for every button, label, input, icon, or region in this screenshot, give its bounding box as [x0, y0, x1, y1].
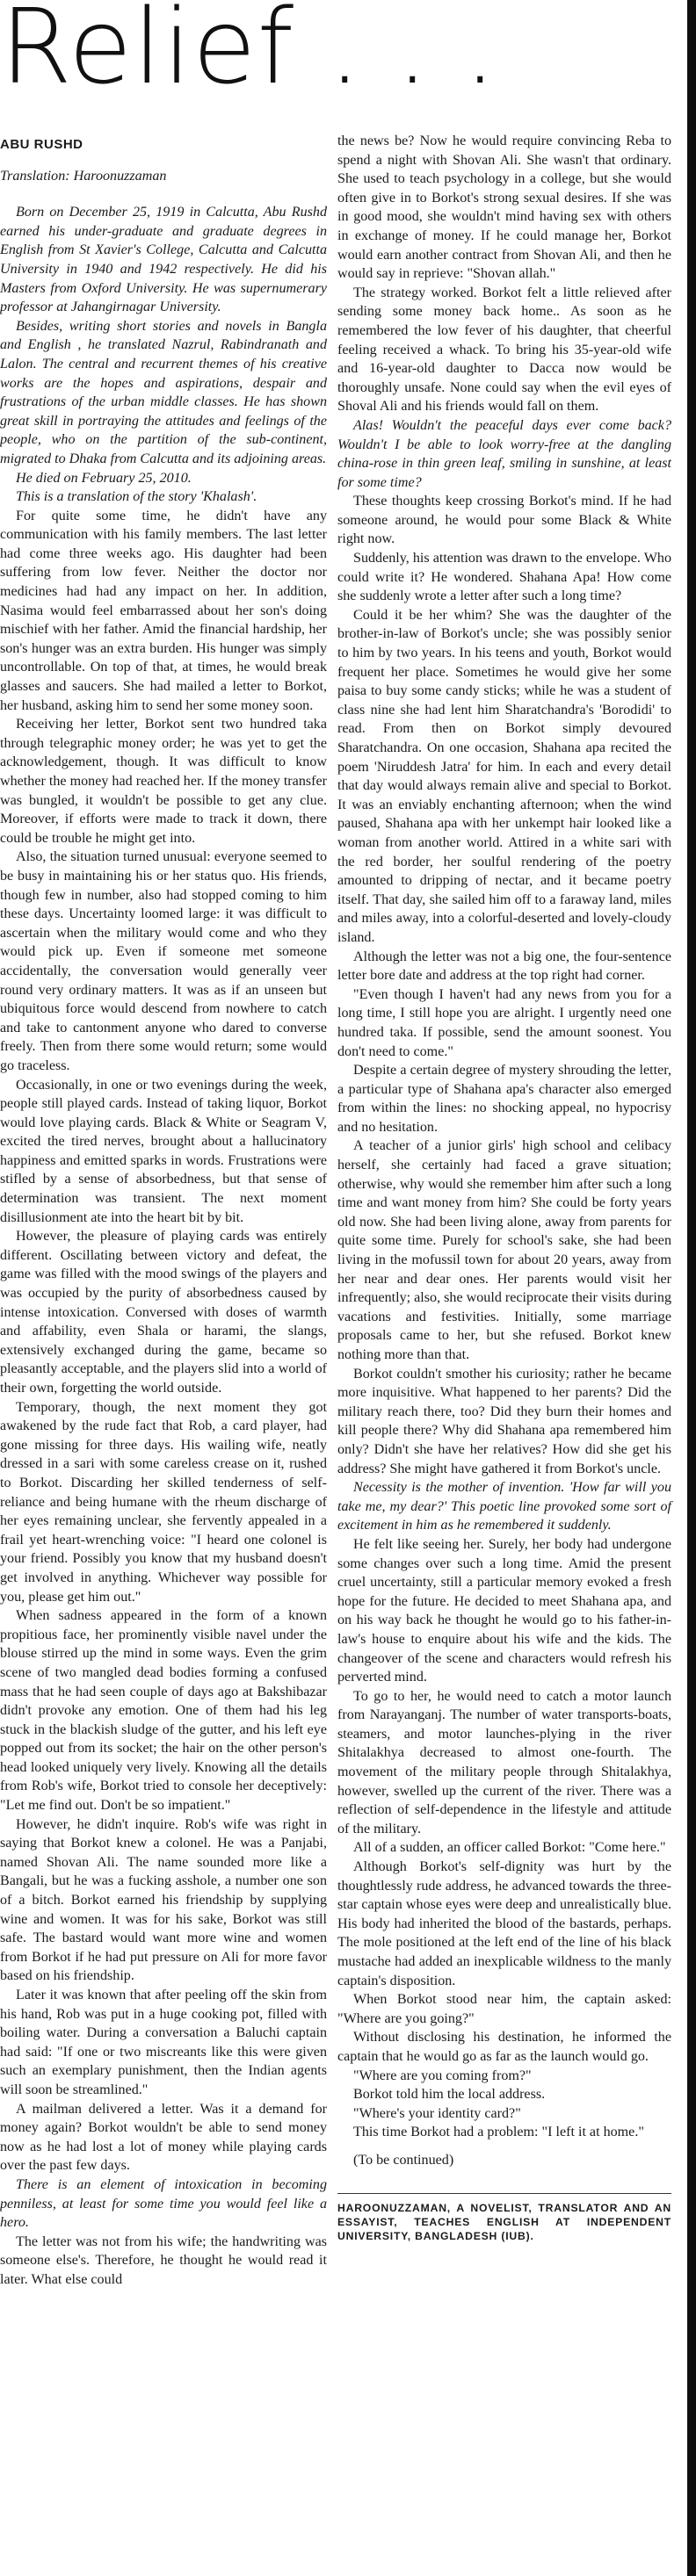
- left-column-body: [0, 203, 327, 2289]
- paragraph: "Where's your identity card?": [353, 2105, 521, 2121]
- paragraph: "Even though I haven't had any news from you for a long time, I still hope you are alright. I urgently need one hundred taka. If possible, send the amount soonest. You don't need to come.": [337, 986, 671, 1059]
- paragraph: Although Borkot's self-dignity was hurt by the thoughtlessly rude address, he advanced towards the three-star captain whose eyes were deep and unrealistically blue. His body had inherited the blood of the bastards, perhaps. The mole positioned at the left end of the line of his black mustache had added an inexplicable wildness to the manly captain's disposition.: [337, 1859, 671, 1988]
- paragraph: This time Borkot had a problem: "I left it at home.": [353, 2125, 644, 2140]
- paragraph: There is an element of intoxication in becoming penniless, at least for some time you would feel like a hero.: [0, 2176, 327, 2231]
- paragraph: However, the pleasure of playing cards was entirely different. Oscillating between victory and defeat, the game was filled with the mood swings of the players and was occupied by the purity of absorbedness caused by intense intoxication. Conversed with doses of warmth and affability, even Shala or harami, the slangs, extensively exchanged during the game, became so pleasantly acceptable, and the players slid into a world of their own, forgetting the world outside.: [0, 1229, 327, 1396]
- paragraph: Also, the situation turned unusual: everyone seemed to be busy in maintaining his or her status quo. His friends, though few in number, also had stopped coming to him these days. Uncertainty loomed large: it was difficult to ascertain when the military would come and who they would pick up. Even if someone met someone accidentally, the conversation would generally veer round very ordinary matters. It was as if an unseen but ubiquitous force would descend from nowhere to catch and take to cantonment anyone who dared to converse freely. Then from there some would return; some would go traceless.: [0, 849, 327, 1073]
- paragraph: Without disclosing his destination, he informed the captain that he would go as far as the launch would go.: [337, 2030, 671, 2064]
- paragraph: This is a translation of the story 'Khalash'.: [16, 489, 257, 505]
- paragraph: Temporary, though, the next moment they got awakened by the rude fact that Rob, a card player, had gone missing for three days. His wailing wife, neatly dressed in a sari with some careless crease on it, rushed to Borkot. Discarding her skilled tenderness of self-reliance and being humane with the rheum discharge of her eyes remaining unclear, she fervently appealed in a frail yet heart-wrenching voice: "I heard one colonel is your friend. Possibly you know that my husband doesn't get involved in anything. Whichever way possible for you, please get him out.": [0, 1399, 327, 1605]
- page-edge-bar: [687, 0, 696, 2576]
- right-column-body: [337, 132, 671, 2142]
- paragraph: Borkot told him the local address.: [353, 2087, 546, 2103]
- paragraph: A teacher of a junior girls' high school and celibacy herself, she certainly had faced a grave situation; otherwise, why would she remember him after such a long time and want money from him? She could be forty years old now. She had been living alone, away from parents for quite some time. Purely for school's sake, she had been living in the mofussil town for about 20 years, away from her near and dear ones. Her parents would visit her infrequently; also, she would reciprocate their visits during vacations and festivities. Initially, some marriage proposals came to her, but she refused. Borkot knew nothing more than that.: [337, 1138, 671, 1362]
- paragraph: When Borkot stood near him, the captain asked: "Where are you going?": [337, 1992, 671, 2026]
- paragraph: the news be? Now he would require convincing Reba to spend a night with Shovan Ali. She wasn't that ordinary. She used to teach psychology in a college, but she would often give in to Borkot's strong sexual desires. If she was in good mood, she wouldn't mind having sex with others in exchange of money. If he could manage her, Borkot would earn another contract from Shovan Ali, and then he would say in reprieve: "Shovan allah.": [337, 133, 671, 282]
- paragraph: He felt like seeing her. Surely, her body had undergone some changes over such a long time. Amid the present cruel uncertainty, still a particular memory evoked a fresh hope for the future. He decided to meet Shahana apa, and on his way back he thought he would go to his father-in-law's house to enquire about his wife and the kids. The changeover of the scene and characters would refresh his perverted mind.: [337, 1536, 671, 1685]
- translator-note: HAROONUZZAMAN, A NOVELIST, TRANSLATOR AND AN ESSAYIST, TEACHES ENGLISH AT INDEPENDENT UNIVERSITY, BANGLADESH (IUB).: [337, 2193, 671, 2243]
- article-title: Relief . . .: [0, 0, 498, 107]
- paragraph: Besides, writing short stories and novels in Bangla and English , he translated Nazrul, Rabindranath and Lalon. The central and recurrent themes of his creative works are the hopes and aspirations, despair and frustrations of the urban middle classes. He has shown great skill in portraying the attitudes and feelings of the people, who on the partition of the sub-continent, migrated to Dhaka from Calcutta and its adjoining areas.: [0, 318, 327, 466]
- paragraph: When sadness appeared in the form of a known propitious face, her prominently visible navel under the blouse stirred up the mind in some ways. Even the grim scene of two mangled dead bodies forming a confused mass that he had seen couple of days ago at Bakshibazar didn't provoke any emotion. One of them had his leg stuck in the blackish sludge of the gutter, and his left eye popped out from its socket; the hair on the other person's head looked uniquely very lively. Knowing all the details from Rob's wife, Borkot tried to console her deceptively: "Let me find out. Don't be so impatient.": [0, 1608, 327, 1814]
- paragraph: Although the letter was not a big one, the four-sentence letter bore date and address at the top right had corner.: [337, 949, 671, 984]
- paragraph: To go to her, he would need to catch a motor launch from Narayanganj. The number of water transports-boats, steamers, and motor launches-plying in the river Shitalakhya decreased to almost one-fourth. The movement of the military people through Shitalakhya, however, swelled up the current of the river. There was a reflection of self-dependence in the lifestyle and attitude of the military.: [337, 1688, 671, 1836]
- paragraph: Receiving her letter, Borkot sent two hundred taka through telegraphic money order; he was yet to get the acknowledgement, though. It was difficult to know whether the money had reached her. If the money transfer was bungled, it wouldn't be possible to get any clue. Moreover, if efforts were made to track it down, there could be trouble he might get into.: [0, 717, 327, 846]
- paragraph: Born on December 25, 1919 in Calcutta, Abu Rushd earned his under-graduate and graduate degrees in English from St Xavier's College, Calcutta and Calcutta University in 1940 and 1942 respectively. He did his Masters from Oxford University. He was supernumerary professor at Jahangirnagar University.: [0, 205, 327, 315]
- paragraph: However, he didn't inquire. Rob's wife was right in saying that Borkot knew a colonel. He was a Panjabi, named Shovan Ali. The name sounded more like a Bangali, but he was a fucking asshole, a number one son of a bitch. Borkot earned his friendship by supplying wine and women. It was for his sake, Borkot was still safe. The bastard would want more wine and women from Borkot if he had put pressure on Ali for more favor based on his friendship.: [0, 1816, 327, 1984]
- paragraph: The letter was not from his wife; the handwriting was someone else's. Therefore, he thought he would read it later. What else could: [0, 2233, 327, 2287]
- paragraph: For quite some time, he didn't have any communication with his family members. The last letter had come three weeks ago. His daughter had been suffering from low fever. Neither the doctor nor medicines had had any impact on her. In addition, Nasima would feel embarrassed about her son's doing mischief with her father. Amid the financial hardship, her son's hunger was an extra burden. His hunger was simply uncontrollable. On top of that, at times, he would break glasses and saucers. She had mailed a letter to Borkot, her husband, asking him to send her some money soon.: [0, 508, 327, 713]
- paragraph: A mailman delivered a letter. Was it a demand for money again? Borkot wouldn't be able to send money now as he had lost a lot of money while playing cards over the past few days.: [0, 2101, 327, 2174]
- paragraph: Necessity is the mother of invention. 'How far will you take me, my dear?' This poetic line provoked some sort of excitement in him as he remembered it suddenly.: [337, 1480, 671, 1533]
- paragraph: All of a sudden, an officer called Borkot: "Come here.": [353, 1840, 666, 1856]
- paragraph: Despite a certain degree of mystery shrouding the letter, a particular type of Shahana apa's character also emerged from within the lines: no shocking appeal, no hypocrisy and no hesitation.: [337, 1063, 671, 1135]
- paragraph: Could it be her whim? She was the daughter of the brother-in-law of Borkot's uncle; she was possibly senior to him by two years. In his teens and youth, Borkot would frequent her place. Sometimes he would give her some paisa to buy some candy sticks; while he was a student of class nine she had lent him Sharatchandra's 'Borodidi' to read. From then on Borkot simply devoured Sharatchandra. On one occasion, Shahana apa recited the poem 'Niruddesh Jatra' for him. In each and every detail that day would always remain alive and special to Borkot. It was an enviably enchanting afternoon; when the wind paused, Shahana apa with her unkempt hair looked like a woman from another world. Attired in a white sari with the red border, her soulful rendering of the poetry amounted to dripping of nectar, and it became poetry itself. That day, she sailed him off to a faraway land, miles and miles away, into a colorful-deserted and lovely-cloudy island.: [337, 607, 671, 945]
- paragraph: Occasionally, in one or two evenings during the week, people still played cards. Instead of taking liquor, Borkot would love playing cards. Black & White or Seagram V, excited the tired nerves, brought about a hallucinatory happiness and emitted sparks in words. Frustrations were stifled by a sense of absorbedness, but that sense of determination was transient. The next moment disillusionment ate into the heart bit by bit.: [0, 1077, 327, 1225]
- article-column-left: [0, 132, 327, 2290]
- continued-notice: (To be continued): [353, 2152, 454, 2168]
- translator-credit: Translation: Haroonuzzaman: [0, 168, 167, 184]
- paragraph: Alas! Wouldn't the peaceful days ever come back? Wouldn't I be able to look worry-free at the dangling china-rose in thin green leaf, smiling in sunshine, at least for some time?: [337, 417, 671, 490]
- paragraph: Later it was known that after peeling off the skin from his hand, Rob was put in a huge cooking pot, filled with boiling water. During a conversation a Baluchi captain had said: "If one or two miscreants like this were given such an exemplary punishment, then the Indian agents will soon be streamlined.": [0, 1988, 327, 2097]
- article-column-right: [337, 132, 671, 2243]
- paragraph: These thoughts keep crossing Borkot's mind. If he had someone around, he would pour some Black & White right now.: [337, 494, 671, 547]
- paragraph: The strategy worked. Borkot felt a little relieved after sending some money back home.. As soon as he remembered the low fever of his daughter, that cheerful feeling received a whack. To bring his 35-year-old wife and 16-year-old daughter to Dacca now would be thoroughly unsafe. None could say when the evil eyes of Shoval Ali and his friends would fall on them.: [337, 285, 671, 415]
- author-byline: ABU RUSHD: [0, 137, 83, 152]
- paragraph: He died on February 25, 2010.: [16, 470, 192, 486]
- paragraph: Suddenly, his attention was drawn to the envelope. Who could write it? He wondered. Shahana Apa! How come she suddenly wrote a letter after such a long time?: [337, 551, 671, 604]
- paragraph: Borkot couldn't smother his curiosity; rather he became more inquisitive. What happened to her parents? Did the military reach there, too? Did they burn their homes and kill people there? Why did Shahana apa remembered him only? Didn't she have her relatives? How did she get his address? She might have gathered it from Borkot's uncle.: [337, 1366, 671, 1476]
- paragraph: "Where are you coming from?": [353, 2067, 532, 2083]
